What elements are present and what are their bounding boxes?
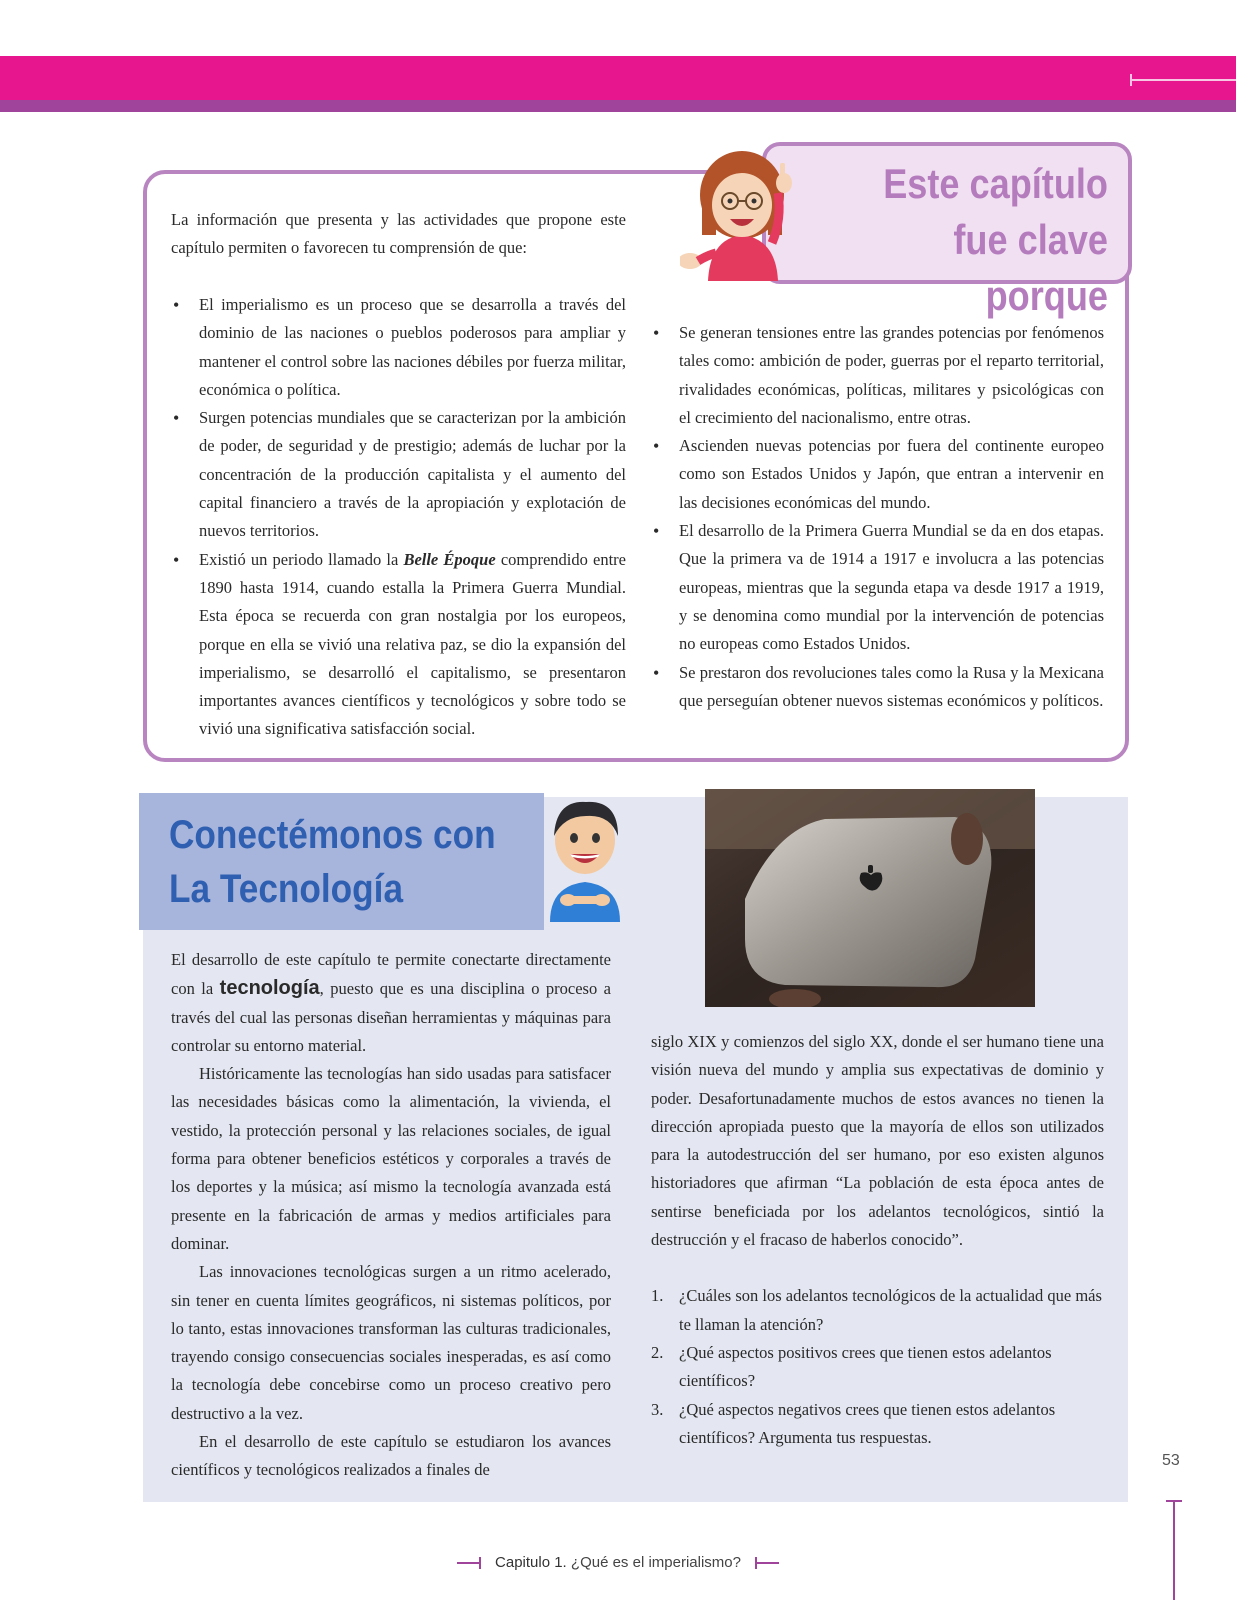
question-number: 3. <box>651 1399 664 1419</box>
tech-paragraph-3: Las innovaciones tecnológicas surgen a un ritmo acelerado, sin tener en cuenta límites geográficos, ni sistemas políticos, por lo tanto, estas innovaciones transforman las culturas tradicionales, trayendo consigo consecuencias sociales inesperadas, es así como la tecnología debe concebirse como un proceso creativo pero destructivo a la vez. <box>171 1262 611 1423</box>
tech-title-line1: Conectémonos con <box>169 813 496 857</box>
list-item: • Se generan tensiones entre las grandes potencias por fenómenos tales como: ambición de poder, guerras por el reparto territorial, rivalidades económicas, políticas, militares y psicológicas con el crecimiento del nacionalismo, entre otras. <box>651 319 1104 432</box>
tech-paragraph-1 <box>171 946 611 1060</box>
list-item <box>171 546 626 744</box>
question-number: 1. <box>651 1286 664 1306</box>
tecnologia-keyword: tecnología <box>219 977 320 1000</box>
tech-paragraph-2: Históricamente las tecnologías han sido usadas para satisfacer las necesidades básicas como la alimentación, la vivienda, el vestido, la protección personal y las relaciones sociales, de igual forma para obtener beneficios estéticos y corporales a través de los deportes y la música; así mismo la tecnología avanzada está presente en la fabricación de armas y medios artificiales para dominar. <box>171 1064 611 1253</box>
boy-character-illustration <box>540 792 630 922</box>
clave-bullets-left <box>171 291 626 744</box>
clave-intro: La información que presenta y las actividades que propone este capítulo permiten o favorecen tu comprensión de que: <box>171 210 626 258</box>
questions-list <box>651 1282 1104 1452</box>
margin-rule <box>1173 1500 1175 1600</box>
clave-title <box>835 156 1108 324</box>
footer-rule-right <box>755 1562 779 1564</box>
tech-title-line2: La Tecnología <box>169 867 404 911</box>
question-text: ¿Cuáles son los adelantos tecnológicos de la actualidad que más te llaman la atención? <box>679 1286 1102 1334</box>
question-item <box>651 1339 1104 1396</box>
clave-title-line2: fue clave porque <box>953 216 1108 319</box>
footer <box>0 1554 1236 1571</box>
list-item: • Surgen potencias mundiales que se caracterizan por la ambición de poder, de seguridad y de prestigio; además de luchar por la concentración de la producción capitalista y el aumento del capital financiero a través de la apropiación y explotación de nuevos territorios. <box>171 404 626 545</box>
list-item: • El desarrollo de la Primera Guerra Mundial se da en dos etapas. Que la primera va de 1914 a 1917 e involucra a las potencias europeas, mientras que la segunda etapa va desde 1917 a 1919, y se denomina como mundial por la intervención de potencias no europeas como Estados Unidos. <box>651 517 1104 658</box>
footer-chapter: Capitulo 1. <box>495 1554 567 1571</box>
question-item <box>651 1396 1104 1453</box>
bullet-text: comprendido entre 1890 hasta 1914, cuando estalla la Primera Guerra Mundial. Esta época se recuerda con gran nostalgia por los europeos, porque en ella se vivió una relativa paz, se dio la expansión del imperialismo, se desarrolló el capitalismo, se presentaron importantes avances científicos y tecnológicos y sobre todo se vivió una significativa satisfacción social. <box>199 549 626 739</box>
clave-bullets-right <box>651 319 1104 715</box>
page-number: 53 <box>1162 1452 1180 1469</box>
question-number: 2. <box>651 1342 664 1362</box>
header-band-purple <box>0 100 1236 112</box>
bullet-text: Existió un periodo llamado la <box>199 549 404 569</box>
tech-paragraph-4: En el desarrollo de este capítulo se estudiaron los avances científicos y tecnológicos realizados a finales de <box>171 1432 611 1480</box>
tablet-photo <box>705 789 1035 1007</box>
girl-character-illustration <box>680 143 800 283</box>
list-item: • Se prestaron dos revoluciones tales como la Rusa y la Mexicana que perseguían obtener nuevos sistemas económicos y políticos. <box>651 659 1104 716</box>
header-band-pink <box>0 56 1236 100</box>
clave-title-line1: Este capítulo <box>883 160 1108 207</box>
belle-epoque-emphasis: Belle Époque <box>403 549 496 569</box>
header-rule <box>1130 79 1236 81</box>
footer-title: ¿Qué es el imperialismo? <box>570 1554 741 1571</box>
question-text: ¿Qué aspectos negativos crees que tienen estos adelantos científicos? Argumenta tus respuestas. <box>679 1399 1056 1447</box>
header-rule-tick <box>1130 74 1132 86</box>
tech-title <box>169 808 539 916</box>
tech-text-right <box>651 1028 1104 1452</box>
tech-paragraph-5: siglo XIX y comienzos del siglo XX, donde el ser humano tiene una visión nueva del mundo y amplia sus expectativas de dominio y poder. Desafortunadamente muchos de estos avances no tienen la dirección apropiada puesto que la mayoría de ellos son utilizados para la autodestrucción del ser humano, por eso existen algunos historiadores que afirman “La población de esta época antes de sentirse beneficiada por los adelantos tecnológicos, sintió la destrucción y el fracaso de haberlos conocido”. <box>651 1032 1104 1250</box>
question-item <box>651 1282 1104 1339</box>
question-text: ¿Qué aspectos positivos crees que tienen estos adelantos científicos? <box>679 1342 1052 1391</box>
list-item: • Ascienden nuevas potencias por fuera del continente europeo como son Estados Unidos y Japón, que entran a intervenir en las decisiones económicas del mundo. <box>651 432 1104 517</box>
footer-rule-left <box>457 1562 481 1564</box>
paragraph-text: El desarrollo de este capítulo te permite conectarte directamente con la <box>171 950 611 999</box>
paragraph-text: , puesto que es una disciplina o proceso a través del cual las personas diseñan herramientas y máquinas para controlar su entorno material. <box>171 979 611 1055</box>
list-item: • El imperialismo es un proceso que se desarrolla a través del dominio de las naciones o pueblos poderosos para ampliar y mantener el control sobre las naciones débiles por fuerza militar, económica o política. <box>171 291 626 404</box>
tech-text-left <box>171 946 611 1485</box>
